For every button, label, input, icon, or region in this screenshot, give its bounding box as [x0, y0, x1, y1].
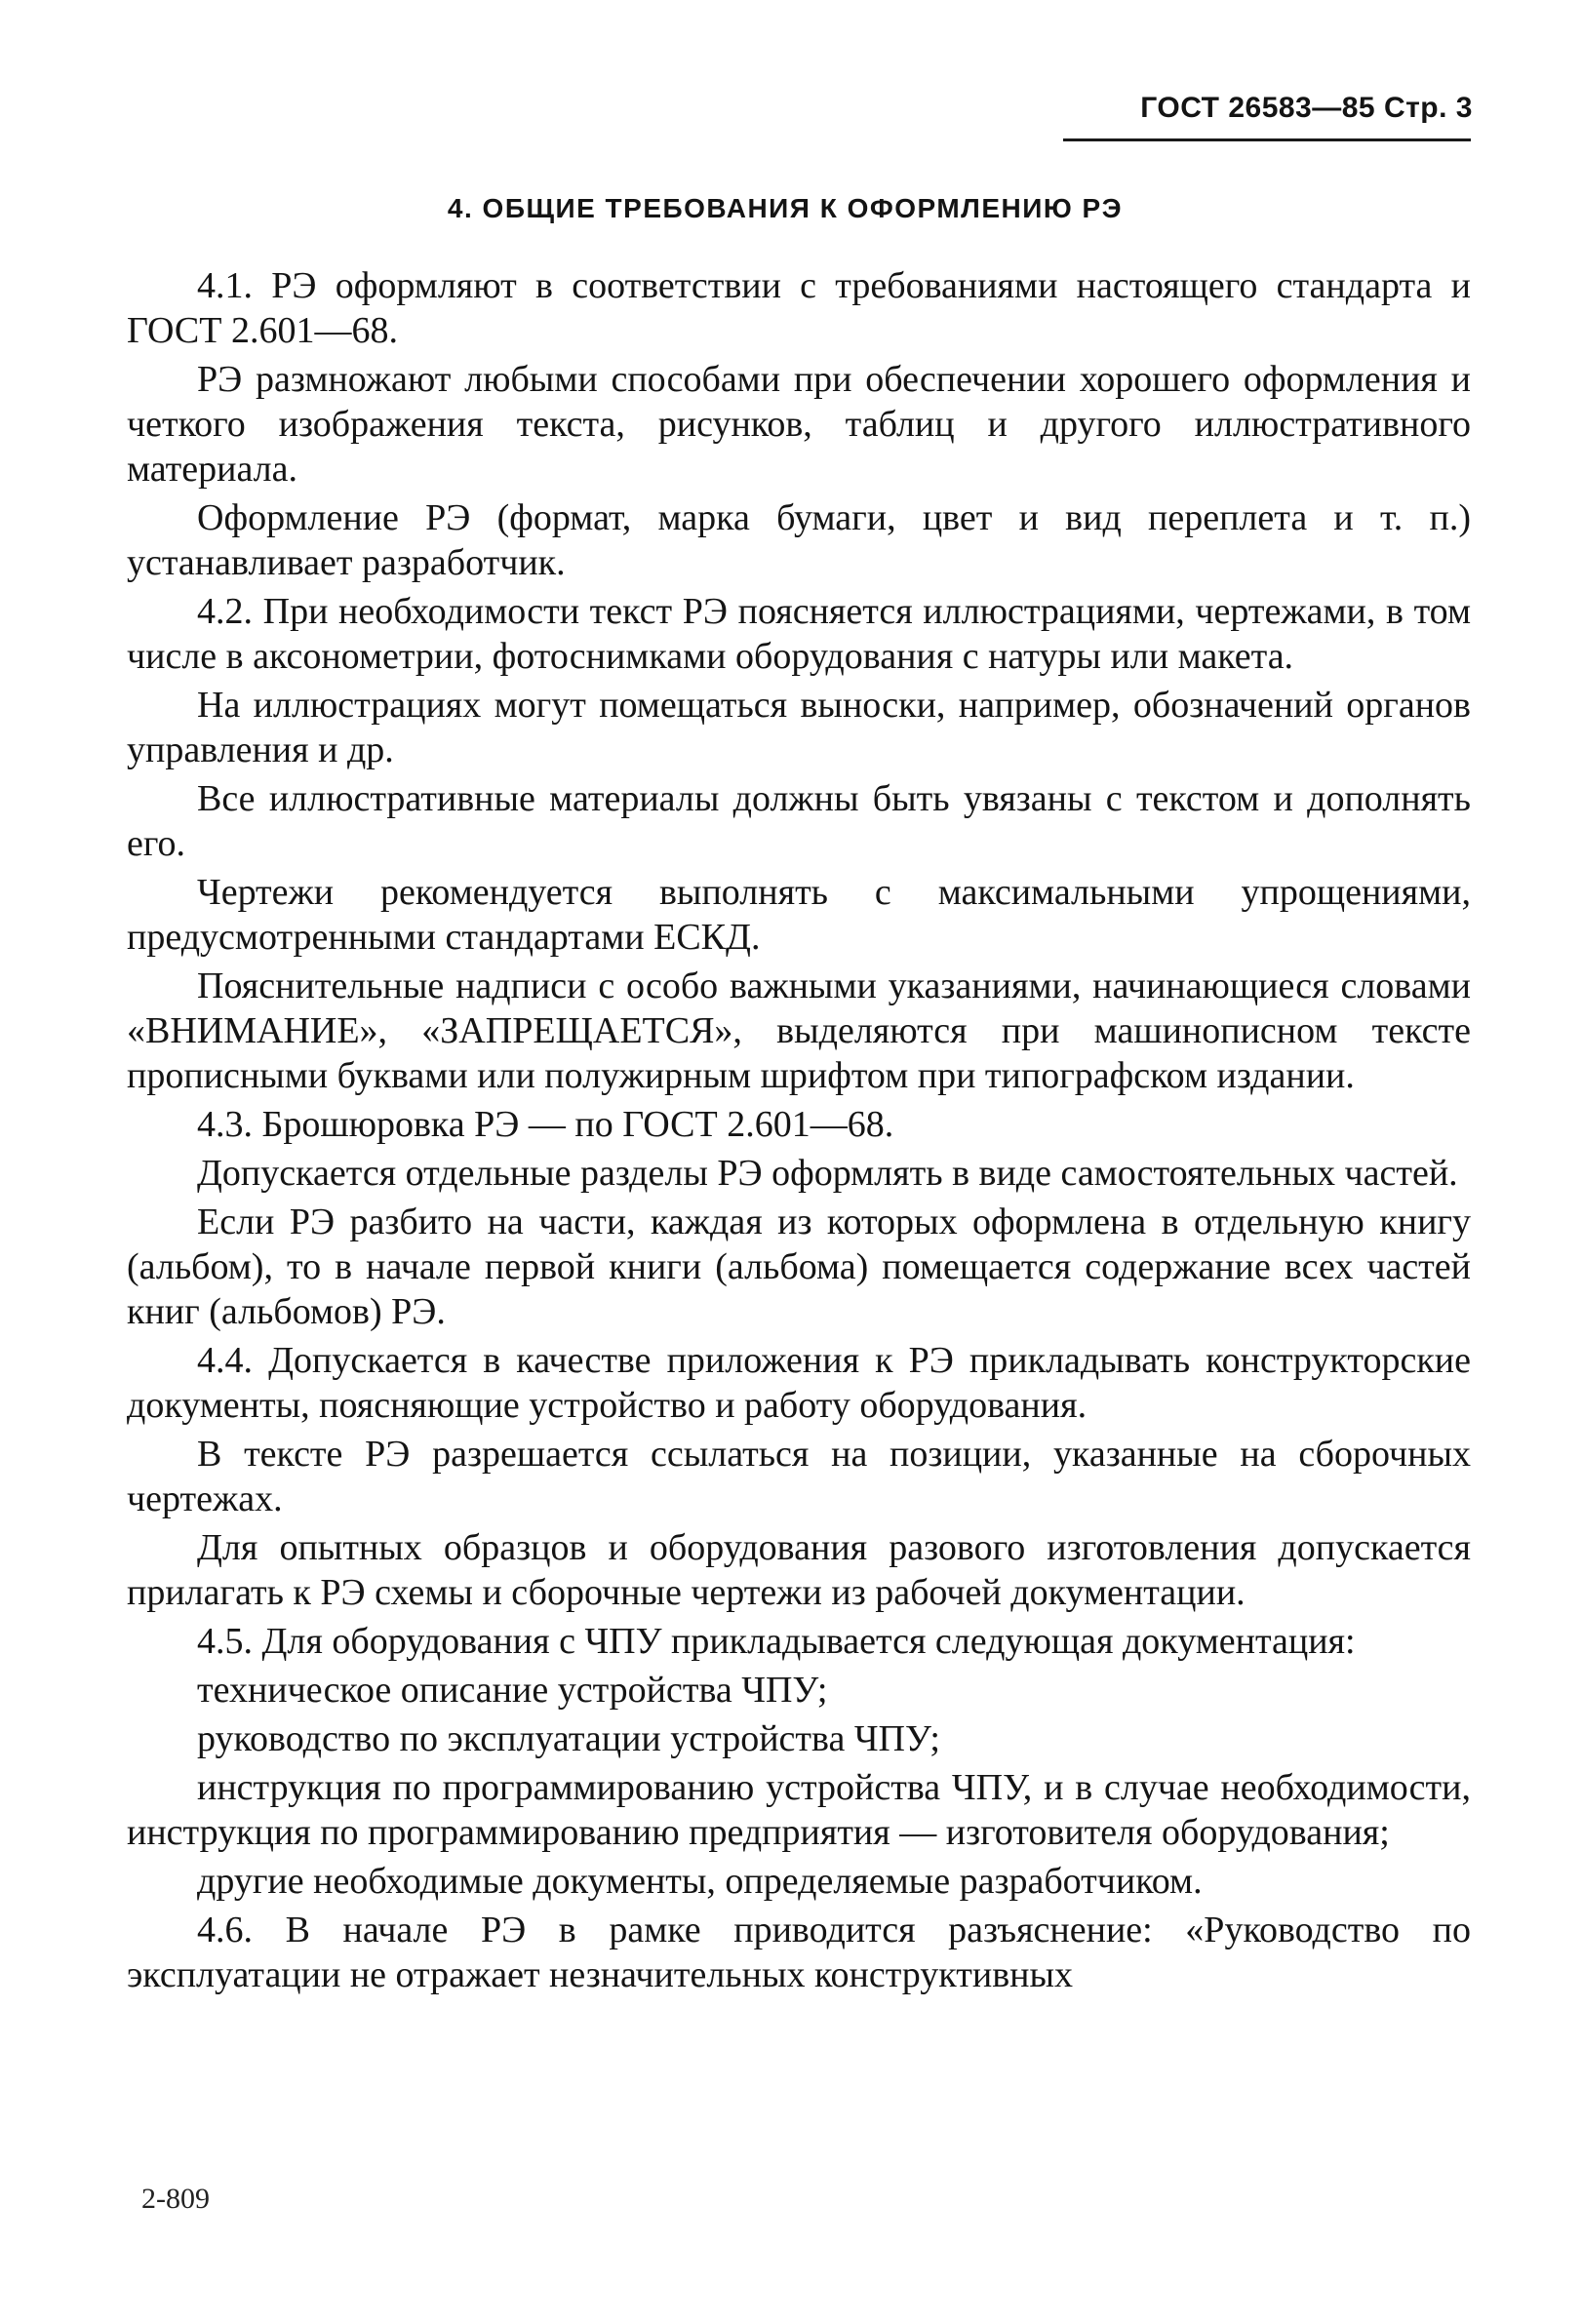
section-title: 4. ОБЩИЕ ТРЕБОВАНИЯ К ОФОРМЛЕНИЮ РЭ	[447, 193, 1124, 223]
paragraph-4-6: 4.6. В начале РЭ в рамке приводится разъяснение: «Руководство по эксплуатации не отражает незначительных конструктивных	[127, 1910, 1471, 1995]
paragraph: Пояснительные надписи с особо важными указаниями, начинающиеся словами «ВНИМАНИЕ», «ЗАПРЕЩАЕТСЯ», выделяются при машинописном тексте прописными буквами или полужирным шрифтом при типографском издании.	[127, 965, 1471, 1096]
paragraph: Все иллюстративные материалы должны быть увязаны с текстом и дополнять его.	[127, 778, 1471, 864]
paragraph-4-5: 4.5. Для оборудования с ЧПУ прикладывается следующая документация:	[197, 1621, 1356, 1662]
list-item: другие необходимые документы, определяемые разработчиком.	[197, 1861, 1203, 1902]
list-item: руководство по эксплуатации устройства ЧПУ;	[197, 1718, 940, 1759]
paragraph: На иллюстрациях могут помещаться выноски, например, обозначений органов управления и др.	[127, 685, 1471, 770]
paragraph-4-3: 4.3. Брошюровка РЭ — по ГОСТ 2.601—68.	[197, 1104, 894, 1145]
document-body	[127, 263, 1471, 2001]
list-item: инструкция по программированию устройства ЧПУ, и в случае необходимости, инструкция по программированию предприятия — изготовителя оборудования;	[127, 1767, 1471, 1853]
paragraph-4-2: 4.2. При необходимости текст РЭ поясняется иллюстрациями, чертежами, в том числе в аксонометрии, фотоснимками оборудования с натуры или макета.	[127, 591, 1471, 677]
paragraph-4-4: 4.4. Допускается в качестве приложения к РЭ прикладывать конструкторские документы, поясняющие устройство и работу оборудования.	[127, 1340, 1471, 1426]
paragraph: Чертежи рекомендуется выполнять с максимальными упрощениями, предусмотренными стандартами ЕСКД.	[127, 872, 1471, 958]
page-header: ГОСТ 26583—85 Стр. 3	[1140, 92, 1473, 124]
paragraph: В тексте РЭ разрешается ссылаться на позиции, указанные на сборочных чертежах.	[127, 1434, 1471, 1519]
paragraph: Для опытных образцов и оборудования разового изготовления допускается прилагать к РЭ схемы и сборочные чертежи из рабочей документации.	[127, 1527, 1471, 1613]
list-item: техническое описание устройства ЧПУ;	[197, 1670, 828, 1711]
paragraph: Допускается отдельные разделы РЭ оформлять в виде самостоятельных частей.	[197, 1153, 1458, 1194]
paragraph-4-1: 4.1. РЭ оформляют в соответствии с требованиями настоящего стандарта и ГОСТ 2.601—68.	[127, 265, 1471, 351]
paragraph: РЭ размножают любыми способами при обеспечении хорошего оформления и четкого изображения текста, рисунков, таблиц и другого иллюстративного материала.	[127, 359, 1471, 490]
page-footer-number: 2-809	[141, 2183, 210, 2215]
paragraph: Если РЭ разбито на части, каждая из которых оформлена в отдельную книгу (альбом), то в начале первой книги (альбома) помещается содержание всех частей книг (альбомов) РЭ.	[127, 1201, 1471, 1332]
paragraph: Оформление РЭ (формат, марка бумаги, цвет и вид переплета и т. п.) устанавливает разработчик.	[127, 497, 1471, 583]
header-rule	[1063, 138, 1471, 141]
